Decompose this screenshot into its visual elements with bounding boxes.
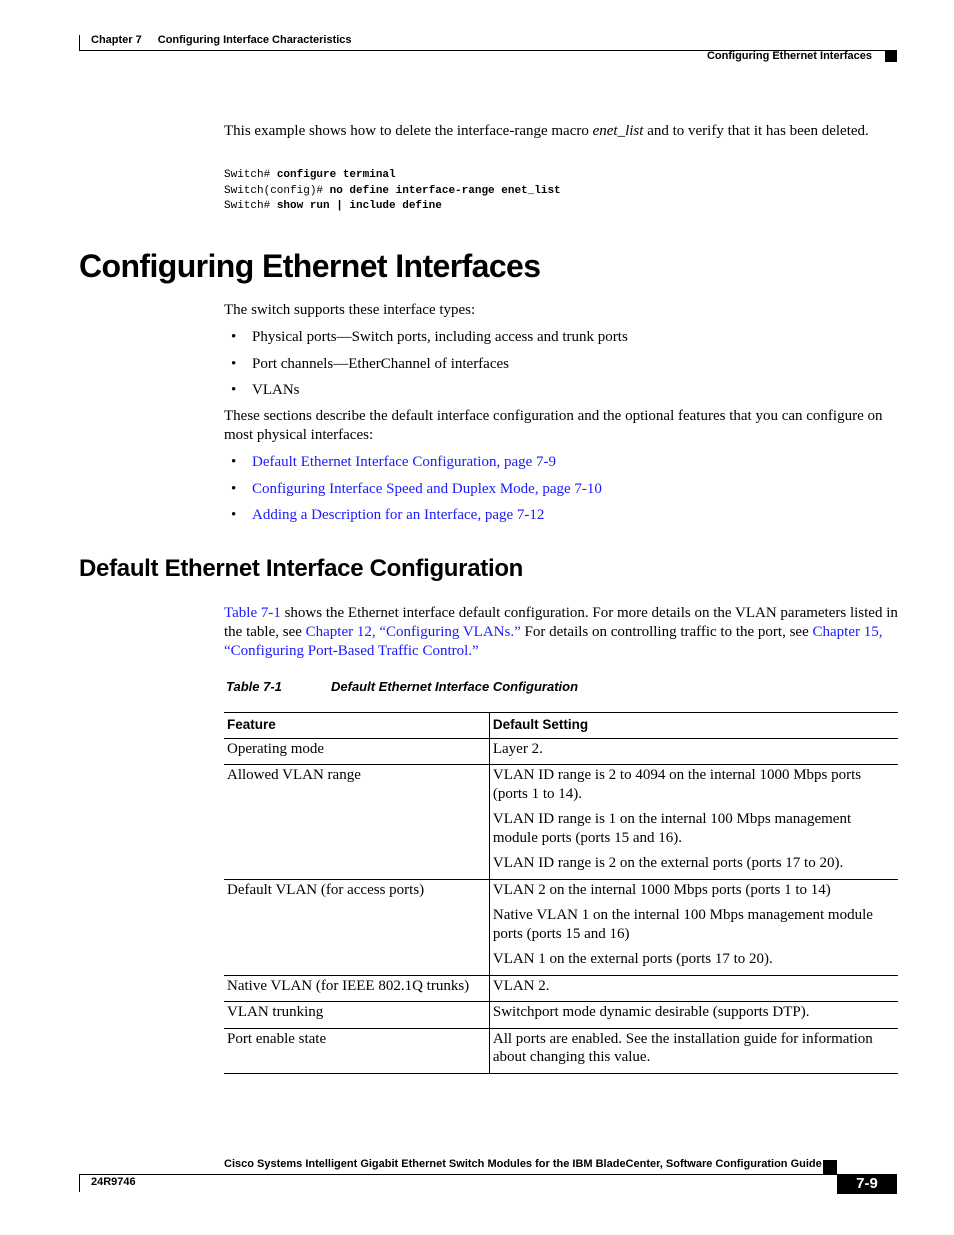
feature-cell: Native VLAN (for IEEE 802.1Q trunks): [224, 975, 489, 1002]
footer-marker-box: [823, 1160, 837, 1174]
intro-text-before: This example shows how to delete the interface-range macro: [224, 123, 593, 139]
table-row: [224, 975, 898, 1002]
bullet-icon: •: [231, 454, 237, 470]
code-line: Switch# configure terminal: [224, 169, 396, 181]
bullet-icon: •: [231, 480, 237, 497]
list-item: [224, 480, 602, 507]
link-default-ethernet-config[interactable]: Default Ethernet Interface Configuration, page 7-9: [252, 454, 557, 470]
setting-cell: VLAN 2 on the internal 1000 Mbps ports (ports 1 to 14) Native VLAN 1 on the internal 100 Mbps management module ports (ports 15 and 16) VLAN 1 on the external ports (ports 17 to 20).: [489, 879, 898, 975]
list-item: [224, 453, 602, 480]
code-line: Switch# show run | include define: [224, 200, 442, 212]
bullet-icon: •: [231, 382, 237, 398]
table-row: [224, 765, 898, 880]
setting-cell: Switchport mode dynamic desirable (supports DTP).: [489, 1002, 898, 1029]
bullet-icon: •: [231, 329, 237, 345]
running-header-section: Configuring Ethernet Interfaces: [706, 50, 872, 62]
table-caption-number: Table 7-1: [226, 679, 282, 694]
table-row: [224, 738, 898, 765]
table-row: [224, 1028, 898, 1073]
feature-cell: Port enable state: [224, 1028, 489, 1073]
section-heading-ethernet-interfaces: Configuring Ethernet Interfaces: [79, 248, 541, 284]
default-config-table: [224, 712, 898, 1074]
link-table-7-1[interactable]: Table 7-1: [224, 605, 281, 621]
list-item: • Port channels—EtherChannel of interfaces: [231, 355, 509, 372]
feature-cell: Allowed VLAN range: [224, 765, 489, 880]
feature-cell: Default VLAN (for access ports): [224, 879, 489, 975]
list-item: [224, 506, 602, 533]
table-caption-title: Default Ethernet Interface Configuration: [331, 679, 579, 694]
footer-page-number: 7-9: [837, 1174, 897, 1194]
interface-types-list: [224, 328, 628, 408]
footer-doc-number: 24R9746: [91, 1176, 136, 1188]
code-example: [224, 168, 561, 215]
column-header-default-setting: Default Setting: [489, 713, 898, 739]
sections-intro: These sections describe the default interface configuration and the optional features that you can configure on most physical interfaces:: [224, 408, 883, 443]
default-config-paragraph: Table 7-1 shows the Ethernet interface default configuration. For more details on the VLAN parameters listed in the table, see Chapter 12, “Configuring VLANs.” For details on controlling traffic to the port, see Chapter 15, “Configuring Port-Based Traffic Control.”: [224, 605, 898, 659]
chapter-title: Configuring Interface Characteristics: [157, 34, 352, 46]
footer-rule: [79, 1174, 897, 1175]
table-row: [224, 1002, 898, 1029]
setting-cell: All ports are enabled. See the installation guide for information about changing this value.: [489, 1028, 898, 1073]
footer-book-title: Cisco Systems Intelligent Gigabit Ethernet Switch Modules for the IBM BladeCenter, Software Configuration Guide: [224, 1158, 822, 1170]
chapter-label: Chapter 7: [91, 34, 142, 46]
list-item: • Physical ports—Switch ports, including access and trunk ports: [231, 329, 628, 345]
link-add-description[interactable]: Adding a Description for an Interface, page 7-12: [252, 507, 545, 523]
feature-cell: Operating mode: [224, 738, 489, 765]
section-heading-default-config: Default Ethernet Interface Configuration: [79, 555, 524, 582]
footer-left-rule: [79, 1174, 80, 1192]
macro-name: enet_list: [592, 123, 644, 139]
link-speed-duplex[interactable]: Configuring Interface Speed and Duplex Mode, page 7-10: [252, 480, 602, 497]
header-marker-box: [885, 50, 897, 62]
setting-cell: Layer 2.: [489, 738, 898, 765]
section-links-list: [224, 453, 602, 533]
link-chapter-12[interactable]: Chapter 12, “Configuring VLANs.”: [305, 624, 521, 640]
table-row: [224, 879, 898, 975]
intro-paragraph: [224, 122, 898, 141]
link-chapter-15[interactable]: Chapter 15, “Configuring Port-Based Traffic Control.”: [224, 624, 883, 659]
bullet-icon: •: [231, 355, 237, 372]
list-item: • VLANs: [231, 382, 300, 398]
column-header-feature: Feature: [224, 713, 489, 739]
table-header-row: [224, 713, 898, 739]
running-header-chapter: [91, 34, 352, 46]
setting-cell: VLAN 2.: [489, 975, 898, 1002]
intro-text-after: and to verify that it has been deleted.: [643, 123, 869, 139]
code-line: Switch(config)# no define interface-range enet_list: [224, 184, 561, 197]
setting-cell: VLAN ID range is 2 to 4094 on the internal 1000 Mbps ports (ports 1 to 14). VLAN ID range is 1 on the internal 100 Mbps management module ports (ports 15 and 16). VLAN ID range is 2 on the external ports (ports 17 to 20).: [489, 765, 898, 880]
header-left-rule: [79, 35, 80, 50]
feature-cell: VLAN trunking: [224, 1002, 489, 1029]
bullet-icon: •: [231, 507, 237, 523]
interface-types-lead: The switch supports these interface types:: [224, 302, 476, 318]
